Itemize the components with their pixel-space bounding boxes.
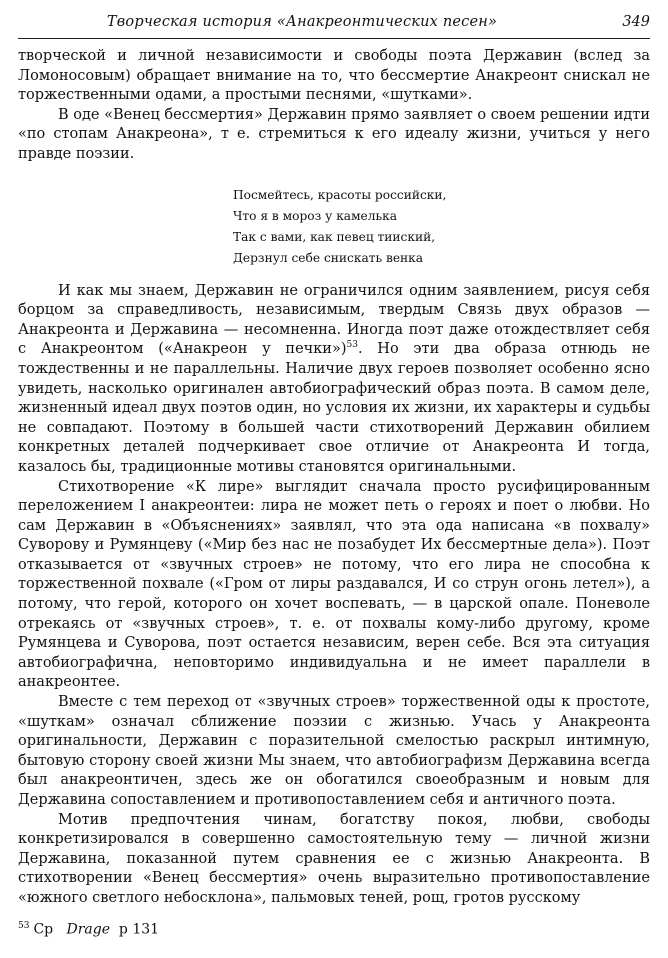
paragraph-3 — [18, 282, 650, 478]
paragraph-1: творческой и личной независимости и свободы поэта Державин (вслед за Ломоносовым) обращает внимание на то, что бессмертие Анакреонт снискал не торжественными одами, а простыми песнями, «шутками». — [18, 48, 650, 104]
paragraph-3-part-2: . Но эти два образа отнюдь не тождественны и не параллельны. Наличие двух героев позволяет особенно ясно увидеть, насколько оригинален автобиографический образ поэта. В самом деле, жизненный идеал двух поэтов один, но условия их жизни, их характеры и судьбы не совпадают. Поэтому в большей части стихотворений Державин обилием конкретных деталей подчеркивает свое отличие от Анакреонта И тогда, казалось бы, традиционные мотивы становятся оригинальными. — [18, 341, 650, 475]
footnote — [18, 921, 159, 938]
paragraph-2: В оде «Венец бессмертия» Державин прямо заявляет о своем решении идти «по стопам Анакреона», т е. стремиться к его идеалу жизни, учиться у него правде поэзии. — [18, 106, 650, 162]
footnote-number: 53 — [18, 921, 30, 931]
running-title: Творческая история «Анакреонтических песен» — [106, 14, 498, 30]
footnote-page: р 131 — [118, 921, 160, 938]
footnote-author: Drage — [66, 921, 111, 938]
poem-quote — [18, 185, 650, 269]
poem-line: Дерзнул себе снискать венка — [233, 250, 424, 265]
poem-line: Посмейтесь, красоты российски, — [233, 187, 447, 202]
page-number: 349 — [622, 14, 650, 30]
running-header — [18, 10, 650, 39]
footnote-reference[interactable]: 53 — [346, 340, 358, 351]
paragraph-6: Мотив предпочтения чинам, богатству покоя, любви, свободы конкретизировался в совершенно самостоятельную тему — личной жизни Державина, показанной путем сравнения ее с жизнью Анакреонта. В стихотворении «Венец бессмертия» очень выразительно противопоставление «южного светлого небосклона», пальмовых теней, рощ, гротов русскому — [18, 811, 650, 906]
footnote-text-cf: Ср — [33, 921, 54, 938]
poem-line: Что я в мороз у камелька — [233, 208, 398, 223]
paragraph-4: Стихотворение «К лире» выглядит сначала просто русифицированным переложением I анакреонтеи: лира не может петь о героях и поет о любви. Но сам Державин в «Объяснениях» заявлял, что эта ода написана «в похвалу» Суворову и Румянцеву («Мир без нас не позабудет Их бессмертные дела»). Поэт отказывается от «звучных строев» не потому, что его лира не способна к торжественной похвале («Гром от лиры раздавался, И со струн огонь летел»), а потому, что герой, которого он хочет воспевать, — в царской опале. Поневоле отрекаясь от «звучных строев», т. е. от похвалы кому-либо другому, кроме Румянцева и Суворова, поэт остается независим, верен себе. Вся эта ситуация автобиографична, неповторимо индивидуальна и не имеет параллели в анакреонтее. — [18, 478, 650, 691]
poem-line: Так с вами, как певец тииский, — [233, 229, 436, 244]
paragraph-5: Вместе с тем переход от «звучных строев» торжественной оды к простоте, «шуткам» означал сближение поэзии с жизнью. Учась у Анакреонта оригинальности, Державин с поразительной смелостью раскрыл интимную, бытовую сторону своей жизни Мы знаем, что автобиографизм Державина всегда был анакреонтичен, здесь же он обогатился своеобразным и новым для Державина сопоставлением и противопоставлением себя и античного поэта. — [18, 694, 650, 808]
paragraph-3-part-1: И как мы знаем, Державин не ограничился одним заявлением, рисуя себя борцом за справедливость, независимым, твердым Связь двух образов — Анакреонта и Державина — несомненна. Иногда поэт даже отождествляет себя с Анакреонтом («Анакреон у печки») — [18, 282, 650, 358]
main-text — [18, 47, 650, 909]
